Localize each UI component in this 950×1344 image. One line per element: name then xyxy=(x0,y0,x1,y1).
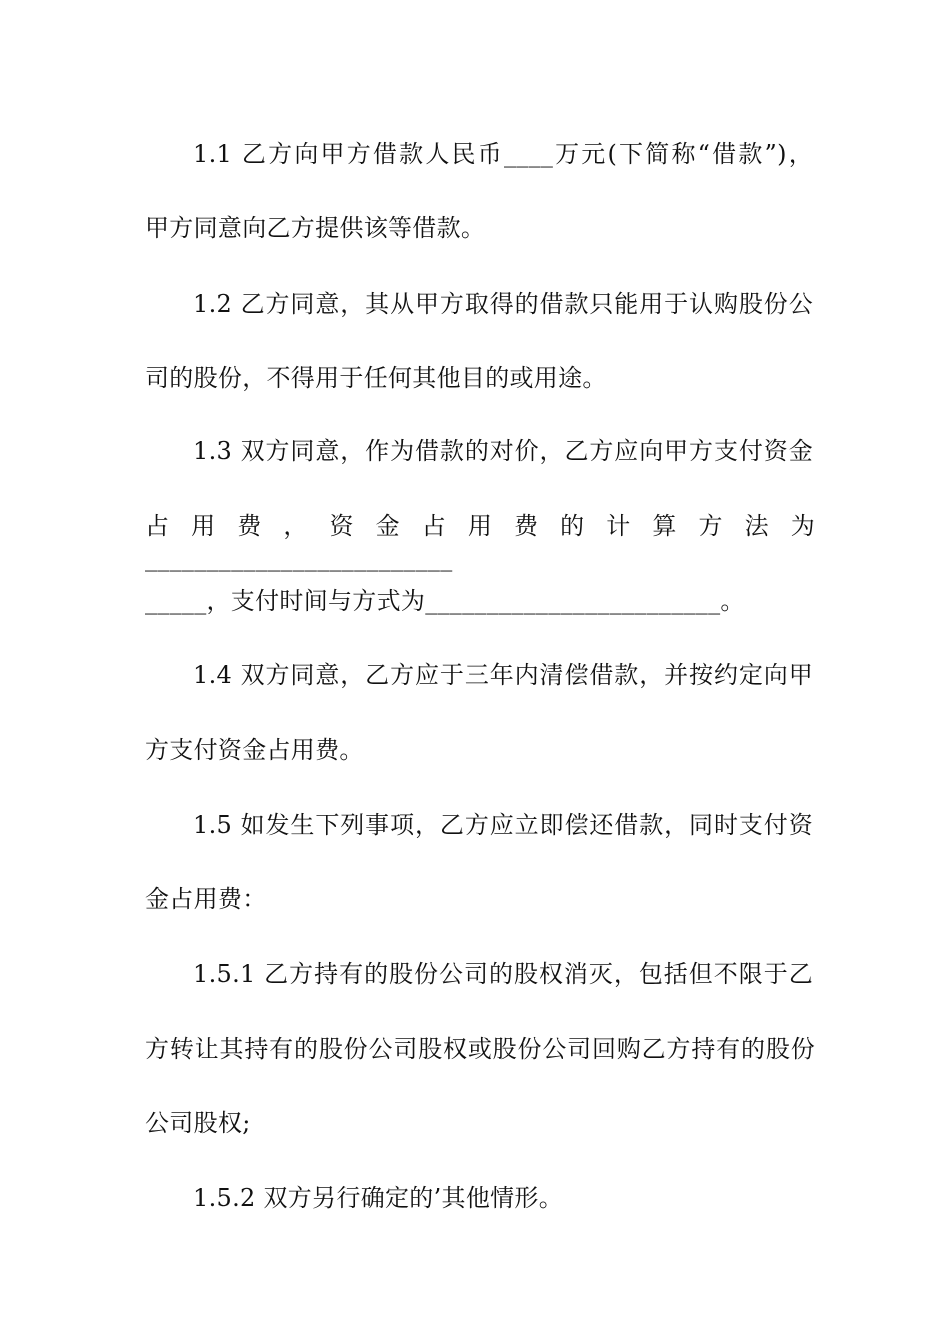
clause-1-3-line-3: _____，支付时间与方式为________________________。 xyxy=(145,587,745,615)
clause-1-5-line-1: 1.5 如发生下列事项，乙方应立即偿还借款，同时支付资 xyxy=(193,811,813,839)
clause-1-3-line-2: 占用费，资金占用费的计算方法为_________________________ xyxy=(145,512,815,572)
clause-1-5-2-line-1: 1.5.2 双方另行确定的’其他情形。 xyxy=(193,1184,564,1212)
clause-1-4-line-2: 方支付资金占用费。 xyxy=(145,736,364,764)
clause-1-2-line-1: 1.2 乙方同意，其从甲方取得的借款只能用于认购股份公 xyxy=(193,290,813,318)
clause-1-5-line-2: 金占用费： xyxy=(145,885,267,913)
clause-1-5-1-line-3: 公司股权; xyxy=(145,1109,251,1137)
clause-1-1-line-1: 1.1 乙方向甲方借款人民币____万元(下简称“借款”)， xyxy=(193,140,813,168)
clause-1-2-line-2: 司的股份，不得用于任何其他目的或用途。 xyxy=(145,364,607,392)
clause-1-5-1-line-1: 1.5.1 乙方持有的股份公司的股权消灭，包括但不限于乙 xyxy=(193,960,813,988)
clause-1-5-1-line-2: 方转让其持有的股份公司股权或股份公司回购乙方持有的股份 xyxy=(145,1035,815,1063)
clause-1-3-line-1: 1.3 双方同意，作为借款的对价，乙方应向甲方支付资金 xyxy=(193,437,813,465)
clause-1-4-line-1: 1.4 双方同意，乙方应于三年内清偿借款，并按约定向甲 xyxy=(193,661,813,689)
clause-1-1-line-2: 甲方同意向乙方提供该等借款。 xyxy=(145,214,486,242)
